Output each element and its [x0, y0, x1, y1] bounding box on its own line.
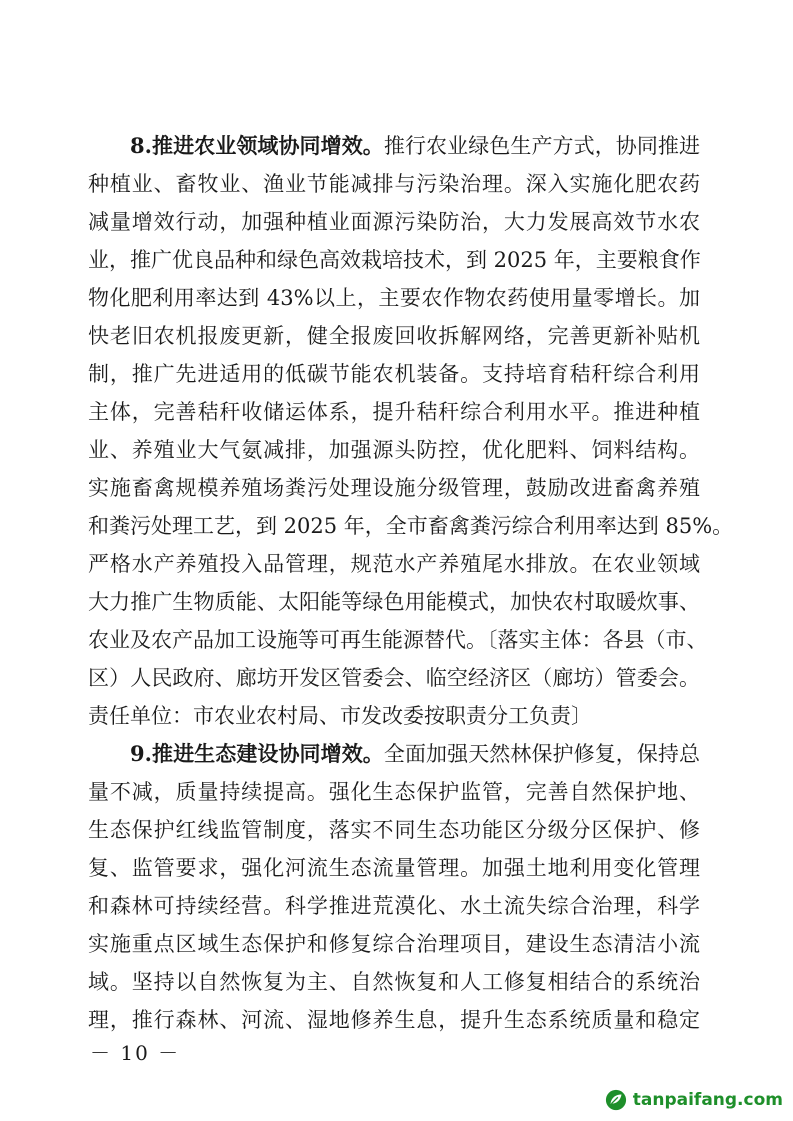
paragraph-9-line-8: 理，推行森林、河流、湿地修养生息，提升生态系统质量和稳定 — [88, 1008, 700, 1032]
paragraph-8-line-11: 和粪污处理工艺，到 2025 年，全市畜禽粪污综合利用率达到 85%。 — [88, 514, 734, 538]
paragraph-9-line-5: 和森林可持续经营。科学推进荒漠化、水土流失综合治理，科学 — [88, 894, 700, 918]
paragraph-8-line-3: 减量增效行动，加强种植业面源污染防治，大力发展高效节水农 — [88, 210, 700, 234]
paragraph-9-line-1: 9.推进生态建设协同增效。全面加强天然林保护修复，保持总 — [130, 741, 701, 766]
paragraph-9-line-4: 复、监管要求，强化河流生态流量管理。加强土地利用变化管理 — [88, 856, 700, 880]
paragraph-8-line-4: 业，推广优良品种和绿色高效栽培技术，到 2025 年，主要粮食作 — [88, 248, 701, 272]
page-number: － 10 － — [90, 1041, 181, 1065]
watermark-text: tanpaifang.com — [632, 1090, 783, 1110]
paragraph-8-line-8: 主体，完善秸秆收储运体系，提升秸秆综合利用水平。推进种植 — [88, 400, 700, 424]
paragraph-9-line-6: 实施重点区域生态保护和修复综合治理项目，建设生态清洁小流 — [88, 932, 700, 956]
paragraph-9-line-2: 量不减，质量持续提高。强化生态保护监管，完善自然保护地、 — [88, 780, 700, 804]
paragraph-8-line-12: 严格水产养殖投入品管理，规范水产养殖尾水排放。在农业领域 — [88, 552, 700, 576]
paragraph-8-line-1: 8.推进农业领域协同增效。推行农业绿色生产方式，协同推进 — [130, 133, 701, 158]
paragraph-8-line-2: 种植业、畜牧业、渔业节能减排与污染治理。深入实施化肥农药 — [88, 172, 700, 196]
paragraph-8-line-10: 实施畜禽规模养殖场粪污处理设施分级管理，鼓励改进畜禽养殖 — [88, 476, 700, 500]
paragraph-8-line-15: 区）人民政府、廊坊开发区管委会、临空经济区（廊坊）管委会。 — [88, 666, 700, 690]
paragraph-8-line-6: 快老旧农机报废更新，健全报废回收拆解网络，完善更新补贴机 — [88, 324, 700, 348]
paragraph-8-line-7: 制，推广先进适用的低碳节能农机装备。支持培育秸秆综合利用 — [88, 362, 700, 386]
paragraph-8-line-5: 物化肥利用率达到 43%以上，主要农作物农药使用量零增长。加 — [88, 286, 700, 310]
paragraph-8-line-14: 农业及农产品加工设施等可再生能源替代。〔落实主体：各县（市、 — [88, 628, 708, 652]
paragraph-9-line-7: 域。坚持以自然恢复为主、自然恢复和人工修复相结合的系统治 — [88, 970, 700, 994]
paragraph-8-line-9: 业、养殖业大气氨减排，加强源头防控，优化肥料、饲料结构。 — [88, 438, 700, 462]
watermark — [605, 1089, 783, 1111]
leaf-logo-icon — [605, 1089, 627, 1111]
paragraph-9-line-3: 生态保护红线监管制度，落实不同生态功能区分级分区保护、修 — [88, 818, 700, 842]
paragraph-8-line-13: 大力推广生物质能、太阳能等绿色用能模式，加快农村取暖炊事、 — [88, 590, 700, 614]
paragraph-8-line-16: 责任单位：市农业农村局、市发改委按职责分工负责〕 — [88, 704, 592, 728]
paragraph-9-heading: 9.推进生态建设协同增效。 — [130, 741, 384, 766]
paragraph-8-heading: 8.推进农业领域协同增效。 — [130, 133, 384, 158]
